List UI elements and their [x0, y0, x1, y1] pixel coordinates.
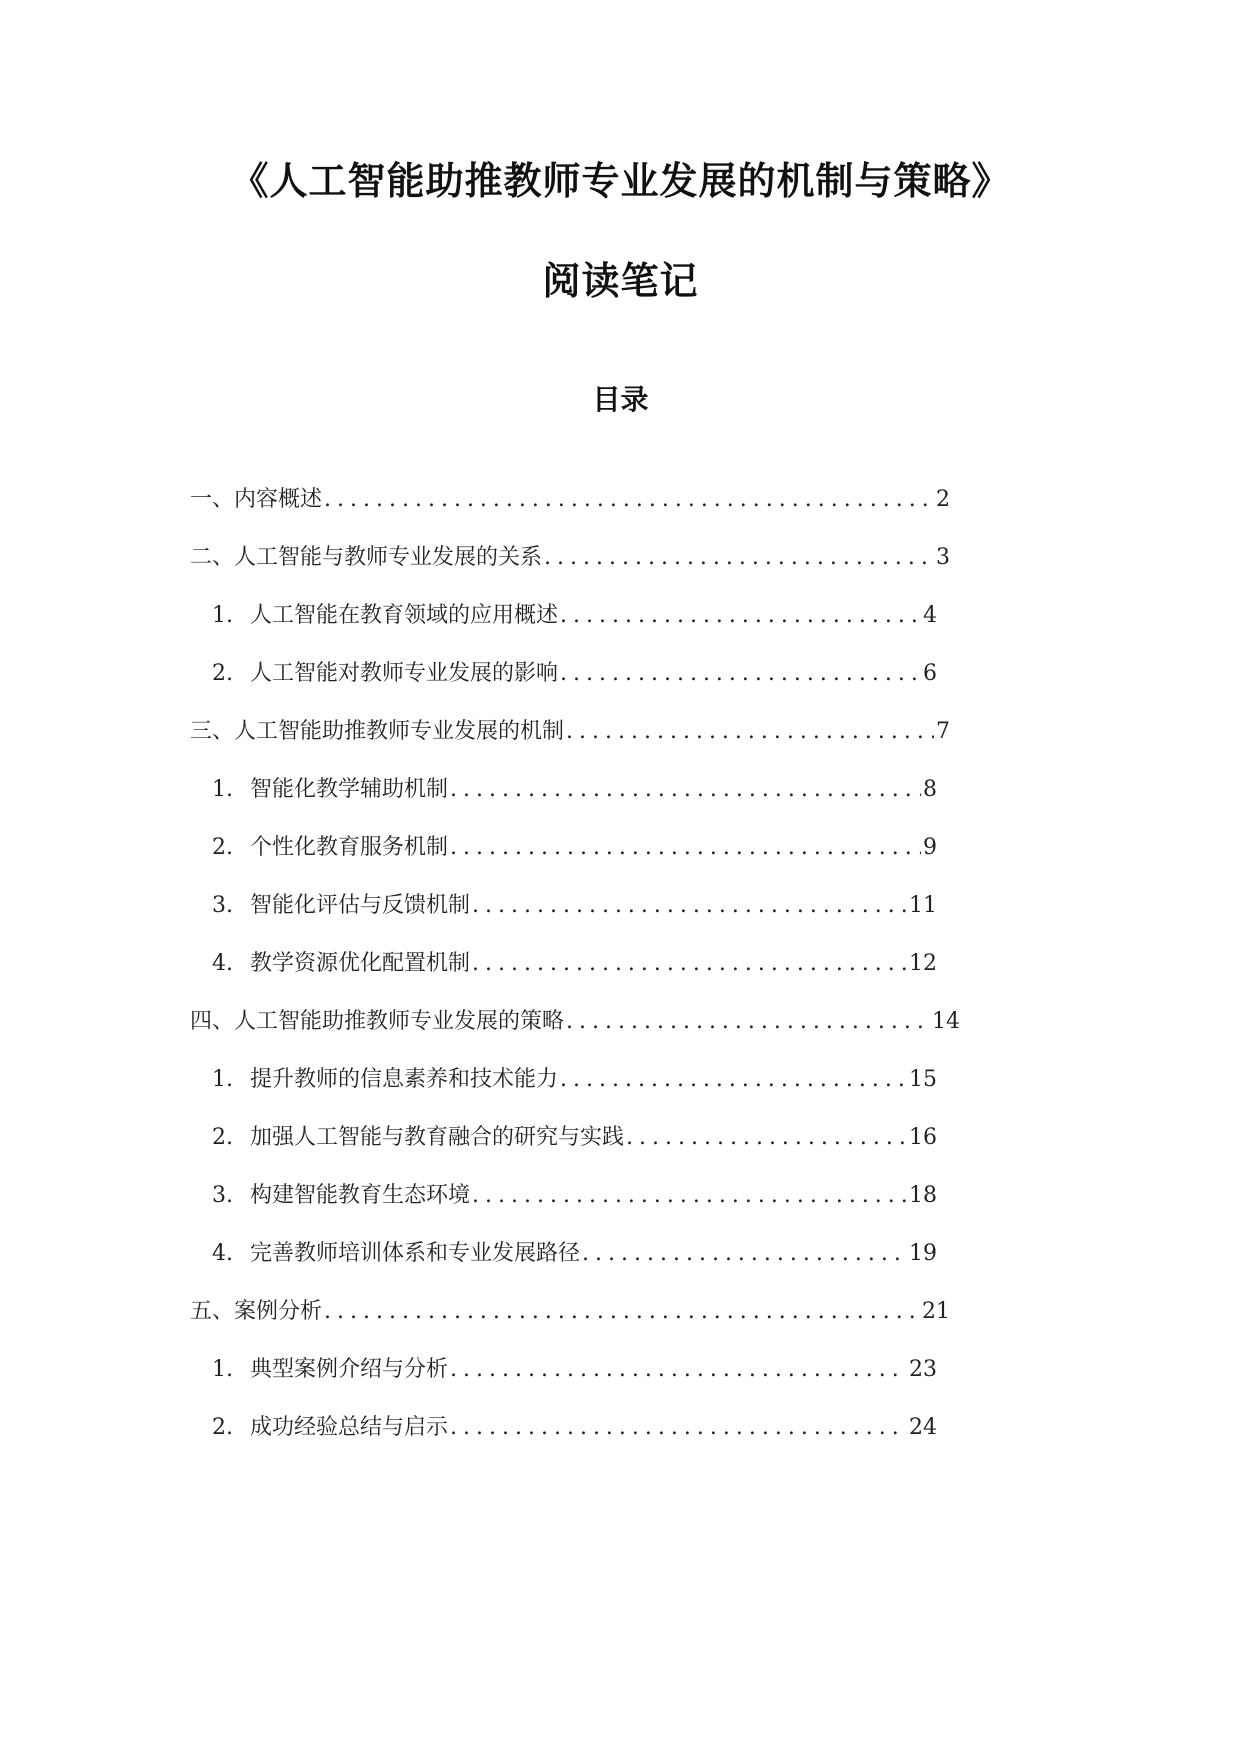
toc-entry[interactable] — [212, 1234, 937, 1274]
toc-entry-label: 个性化教育服务机制 — [250, 835, 449, 860]
toc-entry-page: 8 — [923, 777, 937, 802]
toc-entry-label: 二、人工智能与教师专业发展的关系 — [190, 545, 543, 570]
toc-entry[interactable] — [212, 770, 937, 810]
toc-entry-page: 4 — [923, 603, 937, 628]
toc-entry-label: 五、案例分析 — [190, 1299, 323, 1324]
toc-leader-dots — [582, 1234, 907, 1274]
toc-leader-dots — [560, 654, 921, 694]
document-title: 《人工智能助推教师专业发展的机制与策略》 — [230, 159, 1011, 203]
toc-entry-page: 24 — [909, 1415, 937, 1440]
toc-entry[interactable] — [212, 1060, 937, 1100]
toc-leader-dots — [472, 1176, 907, 1216]
toc-entry[interactable] — [190, 480, 950, 520]
toc-leader-dots — [472, 886, 907, 926]
toc-entry-label: 智能化教学辅助机制 — [250, 777, 449, 802]
toc-leader-dots — [450, 828, 921, 868]
toc-entry[interactable] — [190, 1002, 960, 1042]
toc-entry-label: 提升教师的信息素养和技术能力 — [250, 1067, 559, 1092]
toc-entry-label: 智能化评估与反馈机制 — [250, 893, 471, 918]
toc-entry[interactable] — [212, 944, 937, 984]
toc-leader-dots — [626, 1118, 907, 1158]
toc-entry[interactable] — [212, 1118, 937, 1158]
toc-entry-page: 2 — [936, 487, 950, 512]
toc-entry[interactable] — [212, 1350, 937, 1390]
toc-entry-page: 3 — [936, 545, 950, 570]
toc-entry-number: 1. — [212, 603, 233, 628]
toc-entry-page: 23 — [909, 1357, 937, 1382]
toc-entry-number: 2. — [212, 1125, 233, 1150]
toc-entry-number: 1. — [212, 777, 233, 802]
document-subtitle: 阅读笔记 — [542, 259, 699, 303]
toc-entry-number: 1. — [212, 1067, 233, 1092]
toc-leader-dots — [450, 1350, 907, 1390]
toc-entry[interactable] — [212, 596, 937, 636]
toc-entry-number: 4. — [212, 1241, 233, 1266]
toc-entry-number: 3. — [212, 893, 233, 918]
toc-entry-page: 16 — [909, 1125, 937, 1150]
toc-entry-page: 14 — [932, 1009, 960, 1034]
toc-entry-label: 完善教师培训体系和专业发展路径 — [250, 1241, 581, 1266]
toc-entry-page: 18 — [909, 1183, 937, 1208]
toc-entry-number: 2. — [212, 661, 233, 686]
toc-entry-page: 7 — [936, 719, 950, 744]
toc-leader-dots — [450, 1408, 907, 1448]
toc-entry-page: 11 — [909, 893, 937, 918]
toc-entry[interactable] — [190, 712, 950, 752]
toc-entry[interactable] — [212, 886, 937, 926]
toc-leader-dots — [566, 1002, 930, 1042]
toc-entry-number: 3. — [212, 1183, 233, 1208]
toc-entry[interactable] — [190, 1292, 950, 1332]
toc-entry-page: 21 — [922, 1299, 950, 1324]
toc-entry-page: 19 — [909, 1241, 937, 1266]
toc-entry-number: 4. — [212, 951, 233, 976]
toc-entry[interactable] — [212, 1408, 937, 1448]
toc-entry-label: 典型案例介绍与分析 — [250, 1357, 449, 1382]
toc-entry-label: 四、人工智能助推教师专业发展的策略 — [190, 1009, 565, 1034]
toc-leader-dots — [324, 480, 934, 520]
toc-entry[interactable] — [212, 654, 937, 694]
toc-entry-label: 三、人工智能助推教师专业发展的机制 — [190, 719, 565, 744]
toc-leader-dots — [450, 770, 921, 810]
toc-leader-dots — [544, 538, 934, 578]
toc-leader-dots — [560, 1060, 907, 1100]
toc-entry-label: 加强人工智能与教育融合的研究与实践 — [250, 1125, 625, 1150]
toc-entry-label: 构建智能教育生态环境 — [250, 1183, 471, 1208]
toc-entry-number: 2. — [212, 1415, 233, 1440]
toc-leader-dots — [324, 1292, 920, 1332]
toc-entry-label: 人工智能对教师专业发展的影响 — [250, 661, 559, 686]
toc-leader-dots — [560, 596, 921, 636]
toc-leader-dots — [566, 712, 934, 752]
toc-entry-label: 人工智能在教育领域的应用概述 — [250, 603, 559, 628]
toc-entry-page: 9 — [923, 835, 937, 860]
toc-entry[interactable] — [212, 828, 937, 868]
toc-entry-page: 6 — [923, 661, 937, 686]
toc-entry-label: 一、内容概述 — [190, 487, 323, 512]
toc-entry[interactable] — [212, 1176, 937, 1216]
toc-entry-number: 1. — [212, 1357, 233, 1382]
toc-entry-label: 成功经验总结与启示 — [250, 1415, 449, 1440]
toc-heading: 目录 — [592, 383, 649, 416]
toc-leader-dots — [472, 944, 907, 984]
toc-entry-number: 2. — [212, 835, 233, 860]
toc-entry-page: 12 — [909, 951, 937, 976]
toc-entry-label: 教学资源优化配置机制 — [250, 951, 471, 976]
toc-entry-page: 15 — [909, 1067, 937, 1092]
toc-entry[interactable] — [190, 538, 950, 578]
